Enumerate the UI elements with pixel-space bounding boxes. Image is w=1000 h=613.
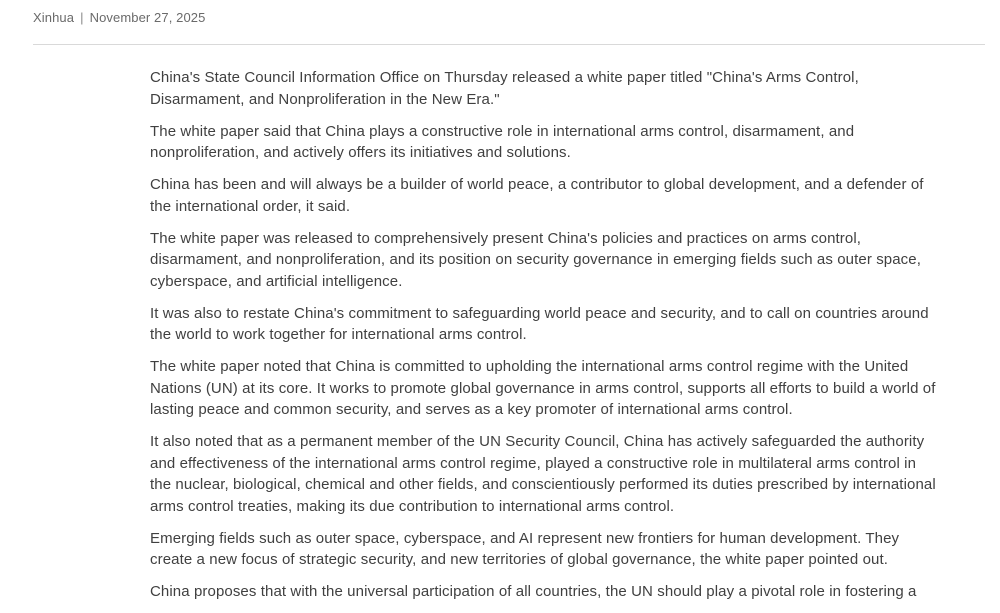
meta-separator: |: [80, 10, 84, 25]
article-paragraph: The white paper noted that China is committed to upholding the international arms control regime with the United Nations (UN) at its core. It works to promote global governance in arms control, supports all efforts to build a world of lasting peace and common security, and serves as a key promoter of international arms control.: [150, 358, 936, 418]
article-paragraph: China proposes that with the universal participation of all countries, the UN should play a pivotal role in fostering a: [150, 583, 917, 600]
article-meta: [33, 9, 205, 27]
article-paragraph: It was also to restate China's commitment to safeguarding world peace and security, and to call on countries around the world to work together for international arms control.: [150, 304, 929, 343]
article-paragraph: China has been and will always be a builder of world peace, a contributor to global development, and a defender of the international order, it said.: [150, 176, 924, 215]
article-paragraph: The white paper said that China plays a constructive role in international arms control, disarmament, and nonproliferation, and actively offers its initiatives and solutions.: [150, 122, 855, 161]
article-body: [150, 67, 941, 613]
header-divider: [33, 44, 985, 45]
article-paragraph: Emerging fields such as outer space, cyberspace, and AI represent new frontiers for human development. They create a new focus of strategic security, and new territories of global governance, the white paper pointed out.: [150, 529, 900, 568]
article-date: November 27, 2025: [89, 10, 206, 25]
source-label: Xinhua: [33, 10, 75, 25]
article-paragraph: China's State Council Information Office on Thursday released a white paper titled "China's Arms Control, Disarmament, and Nonproliferation in the New Era.": [150, 69, 859, 108]
article-paragraph: It also noted that as a permanent member of the UN Security Council, China has actively safeguarded the authority and effectiveness of the international arms control regime, played a constructive role in multilateral arms control in the nuclear, biological, chemical and other fields, and conscientiously performed its duties prescribed by international arms control treaties, making its due contribution to international arms control.: [150, 433, 936, 515]
article-paragraph: The white paper was released to comprehensively present China's policies and practices on arms control, disarmament, and nonproliferation, and its position on security governance in emerging fields such as outer space, cyberspace, and artificial intelligence.: [150, 229, 921, 290]
